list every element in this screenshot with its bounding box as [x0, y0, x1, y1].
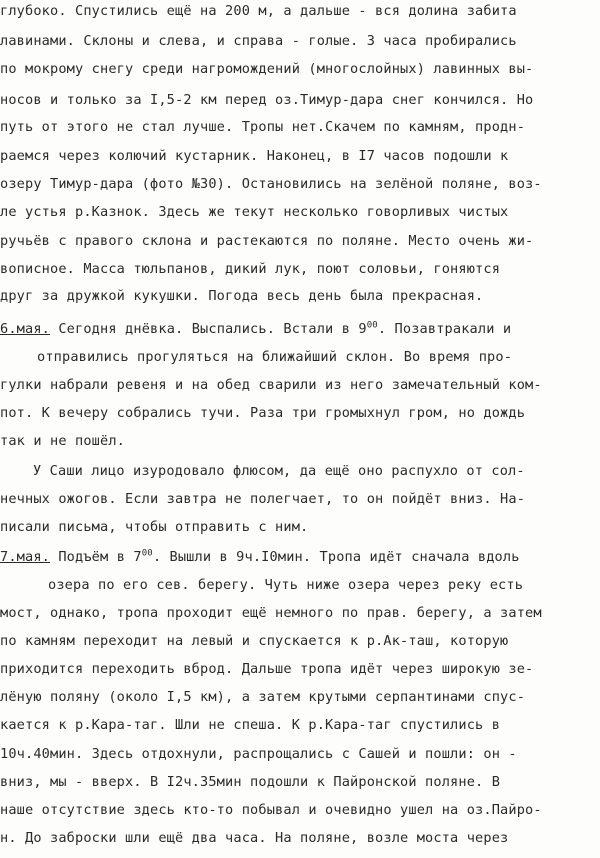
line-text: лавинами. Склоны и слева, и справа - голые. 3 часа пробирались — [0, 33, 517, 49]
text-line — [37, 348, 512, 366]
line-text: пот. К вечеру собрались тучи. Раза три громыхнул гром, но дождь — [0, 405, 526, 421]
text-line — [0, 773, 500, 791]
text-line — [0, 632, 508, 650]
line-text: так и не пошёл. — [0, 433, 126, 449]
time-superscript: 00 — [141, 548, 153, 559]
line-text: Сегодня днёвка. Выспались. Встали в 9 — [50, 321, 367, 337]
line-text: Подъём в 7 — [50, 549, 142, 565]
text-line — [0, 287, 483, 305]
line-text: озеру Тимур-дара (фото №30). Остановились на зелёной поляне, воз- — [0, 176, 542, 192]
line-text: писали письма, чтобы отправить с ним. — [0, 519, 309, 535]
line-text: носов и только за I,5-2 км перед оз.Тимур-дара снег кончился. Но — [0, 92, 534, 108]
text-line — [0, 660, 533, 678]
line-text: ручьёв с правого склона и растекаются по поляне. Место очень жи- — [0, 233, 534, 249]
line-text: приходится переходить вброд. Дальше тропа идёт через широкую зе- — [0, 661, 534, 677]
text-line — [0, 147, 508, 165]
entry-date: 7.мая. — [0, 549, 51, 565]
line-text: 10ч.40мин. Здесь отдохнули, распрощались с Сашей и пошли: он - — [0, 746, 517, 762]
line-text: мост, однако, тропа проходит ещё немного по прав. берегу, а затем — [0, 605, 542, 621]
text-line — [0, 432, 125, 450]
line-text: друг за дружкой кукушки. Погода весь день была прекрасная. — [0, 288, 484, 304]
text-line — [0, 716, 500, 734]
text-line — [0, 2, 517, 20]
line-text: путь от этого не стал лучше. Тропы нет.Скачем по камням, продн- — [0, 119, 526, 135]
line-text: гулки набрали ревеня и на обед сварили из него замечательный ком- — [0, 377, 542, 393]
line-text: кается к р.Кара-таг. Шли не спеша. К р.Кара-таг спустились в — [0, 717, 501, 733]
text-line — [33, 462, 525, 480]
line-text: отправились прогуляться на ближайший склон. Во время про- — [37, 349, 513, 365]
line-text: вниз, мы - вверх. В I2ч.35мин подошли к Пайронской поляне. В — [0, 774, 501, 790]
line-text-continued: . Вышли в 9ч.I0мин. Тропа идёт сначала вдоль — [152, 549, 520, 565]
text-line — [0, 232, 533, 250]
text-line — [0, 91, 533, 109]
entry-date: 6.мая. — [0, 321, 51, 337]
text-line — [0, 490, 525, 508]
text-line — [0, 829, 508, 847]
line-text: по камням переходит на левый и спускается к р.Ак-таш, которую — [0, 633, 509, 649]
line-text: озера по его сев. берегу. Чуть ниже озера через реку есть — [48, 577, 524, 593]
text-line — [0, 60, 533, 78]
text-line — [0, 320, 511, 338]
text-line — [0, 203, 508, 221]
line-text: глубоко. Спустились ещё на 200 м, а дальше - вся долина забита — [0, 3, 517, 19]
text-line — [0, 376, 542, 394]
line-text: У Саши лицо изуродовало флюсом, да ещё оно распухло от сол- — [33, 463, 525, 479]
line-text: по мокрому снегу среди нагромождений (многослойных) лавинных вы- — [0, 61, 534, 77]
text-line — [0, 688, 525, 706]
text-line — [0, 260, 500, 278]
text-line — [0, 404, 525, 422]
line-text: ле устья р.Казнок. Здесь же текут несколько говорливых чистых — [0, 204, 509, 220]
text-line — [0, 604, 542, 622]
line-text: наше отсутствие здесь кто-то побывал и очевидно ушел на оз.Пайро- — [0, 802, 542, 818]
text-line — [0, 518, 308, 536]
text-line — [0, 801, 542, 819]
text-line — [0, 548, 520, 566]
line-text-continued: . Позавтракали и — [377, 321, 512, 337]
text-line — [0, 175, 542, 193]
text-line — [0, 745, 517, 763]
line-text: раемся через колючий кустарник. Наконец, в I7 часов подошли к — [0, 148, 509, 164]
text-line — [48, 576, 523, 594]
line-text: лёную поляну (около I,5 км), а затем крутыми серпантинами спус- — [0, 689, 526, 705]
line-text: н. До заброски шли ещё два часа. На поляне, возле моста через — [0, 830, 509, 846]
text-line — [0, 118, 525, 136]
time-superscript: 00 — [366, 320, 378, 331]
text-line — [0, 32, 517, 50]
line-text: вописное. Масса тюльпанов, дикий лук, поют соловьи, гоняются — [0, 261, 501, 277]
line-text: нечных ожогов. Если завтра не полегчает, то он пойдёт вниз. На- — [0, 491, 526, 507]
